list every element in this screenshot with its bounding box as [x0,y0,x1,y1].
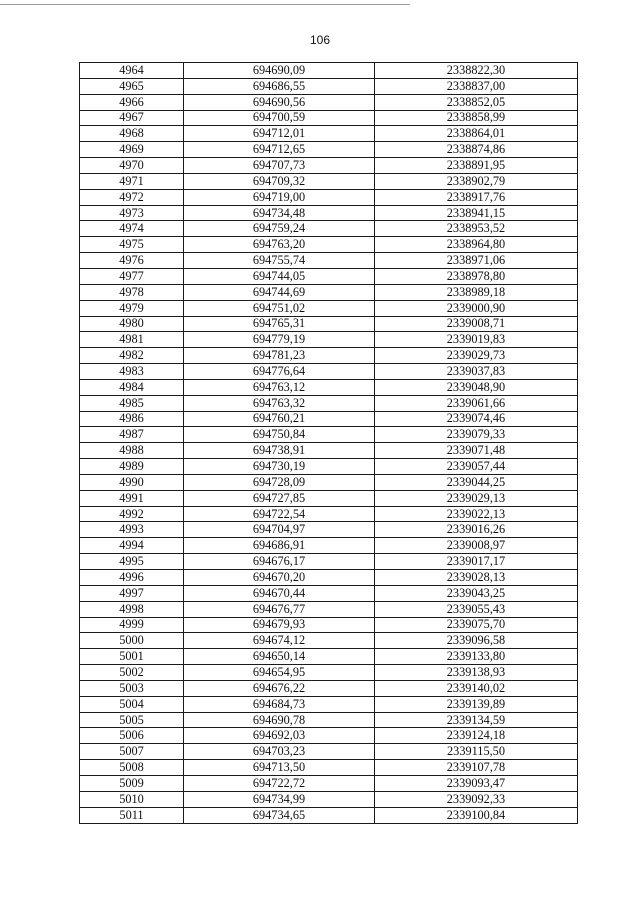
point-number-cell: 5000 [80,633,184,649]
table-row [80,601,578,617]
point-number-cell: 4992 [80,506,184,522]
y-coordinate-cell: 2339096,58 [375,633,578,649]
x-coordinate-cell: 694719,00 [184,189,375,205]
x-coordinate-cell: 694670,44 [184,585,375,601]
y-coordinate-cell: 2339000,90 [375,300,578,316]
table-row [80,522,578,538]
y-coordinate-cell: 2339029,13 [375,490,578,506]
table-row [80,427,578,443]
x-coordinate-cell: 694744,05 [184,268,375,284]
y-coordinate-cell: 2339139,89 [375,696,578,712]
table-row [80,94,578,110]
table-row [80,570,578,586]
y-coordinate-cell: 2338978,80 [375,268,578,284]
x-coordinate-cell: 694707,73 [184,158,375,174]
x-coordinate-cell: 694690,78 [184,712,375,728]
y-coordinate-cell: 2339057,44 [375,459,578,475]
y-coordinate-cell: 2339048,90 [375,379,578,395]
x-coordinate-cell: 694703,23 [184,744,375,760]
table-row [80,379,578,395]
point-number-cell: 4970 [80,158,184,174]
point-number-cell: 4999 [80,617,184,633]
x-coordinate-cell: 694744,69 [184,284,375,300]
table-row [80,791,578,807]
y-coordinate-cell: 2339093,47 [375,775,578,791]
point-number-cell: 5004 [80,696,184,712]
table-row [80,554,578,570]
table-row [80,775,578,791]
y-coordinate-cell: 2339140,02 [375,680,578,696]
x-coordinate-cell: 694779,19 [184,332,375,348]
y-coordinate-cell: 2338864,01 [375,126,578,142]
x-coordinate-cell: 694760,21 [184,411,375,427]
table-row [80,680,578,696]
x-coordinate-cell: 694759,24 [184,221,375,237]
y-coordinate-cell: 2339055,43 [375,601,578,617]
y-coordinate-cell: 2339017,17 [375,554,578,570]
y-coordinate-cell: 2338953,52 [375,221,578,237]
point-number-cell: 4972 [80,189,184,205]
table-row [80,158,578,174]
point-number-cell: 5010 [80,791,184,807]
table-row [80,268,578,284]
table-row [80,332,578,348]
point-number-cell: 4983 [80,364,184,380]
point-number-cell: 4967 [80,110,184,126]
point-number-cell: 4978 [80,284,184,300]
x-coordinate-cell: 694730,19 [184,459,375,475]
table-row [80,712,578,728]
y-coordinate-cell: 2338874,86 [375,142,578,158]
x-coordinate-cell: 694763,20 [184,237,375,253]
y-coordinate-cell: 2339092,33 [375,791,578,807]
point-number-cell: 4973 [80,205,184,221]
x-coordinate-cell: 694670,20 [184,570,375,586]
table-row [80,696,578,712]
x-coordinate-cell: 694690,56 [184,94,375,110]
x-coordinate-cell: 694676,22 [184,680,375,696]
y-coordinate-cell: 2339016,26 [375,522,578,538]
point-number-cell: 4968 [80,126,184,142]
table-row [80,221,578,237]
x-coordinate-cell: 694722,72 [184,775,375,791]
point-number-cell: 4989 [80,459,184,475]
y-coordinate-cell: 2339115,50 [375,744,578,760]
y-coordinate-cell: 2339074,46 [375,411,578,427]
point-number-cell: 5011 [80,807,184,823]
y-coordinate-cell: 2338917,76 [375,189,578,205]
x-coordinate-cell: 694738,91 [184,443,375,459]
y-coordinate-cell: 2339044,25 [375,474,578,490]
point-number-cell: 4993 [80,522,184,538]
x-coordinate-cell: 694679,93 [184,617,375,633]
table-row [80,538,578,554]
y-coordinate-cell: 2339061,66 [375,395,578,411]
point-number-cell: 4987 [80,427,184,443]
point-number-cell: 5006 [80,728,184,744]
table-row [80,253,578,269]
table-row [80,506,578,522]
x-coordinate-cell: 694654,95 [184,665,375,681]
y-coordinate-cell: 2338989,18 [375,284,578,300]
table-row [80,459,578,475]
table-row [80,63,578,79]
table-row [80,78,578,94]
y-coordinate-cell: 2339071,48 [375,443,578,459]
table-row [80,807,578,823]
x-coordinate-cell: 694734,48 [184,205,375,221]
y-coordinate-cell: 2338902,79 [375,173,578,189]
table-row [80,617,578,633]
point-number-cell: 4997 [80,585,184,601]
table-row [80,395,578,411]
x-coordinate-cell: 694690,09 [184,63,375,79]
x-coordinate-cell: 694763,12 [184,379,375,395]
point-number-cell: 4994 [80,538,184,554]
y-coordinate-cell: 2339134,59 [375,712,578,728]
y-coordinate-cell: 2339138,93 [375,665,578,681]
point-number-cell: 4996 [80,570,184,586]
table-row [80,665,578,681]
table-row [80,364,578,380]
y-coordinate-cell: 2338852,05 [375,94,578,110]
y-coordinate-cell: 2339019,83 [375,332,578,348]
x-coordinate-cell: 694674,12 [184,633,375,649]
y-coordinate-cell: 2339043,25 [375,585,578,601]
table-row [80,585,578,601]
top-scan-rule [0,4,410,5]
table-row [80,173,578,189]
y-coordinate-cell: 2339022,13 [375,506,578,522]
x-coordinate-cell: 694712,01 [184,126,375,142]
table-row [80,237,578,253]
y-coordinate-cell: 2338837,00 [375,78,578,94]
table-row [80,474,578,490]
x-coordinate-cell: 694734,65 [184,807,375,823]
x-coordinate-cell: 694781,23 [184,348,375,364]
y-coordinate-cell: 2338964,80 [375,237,578,253]
point-number-cell: 4985 [80,395,184,411]
table-row [80,443,578,459]
point-number-cell: 4991 [80,490,184,506]
point-number-cell: 4966 [80,94,184,110]
table-row [80,411,578,427]
x-coordinate-cell: 694722,54 [184,506,375,522]
x-coordinate-cell: 694755,74 [184,253,375,269]
y-coordinate-cell: 2338971,06 [375,253,578,269]
point-number-cell: 4980 [80,316,184,332]
point-number-cell: 4976 [80,253,184,269]
x-coordinate-cell: 694676,17 [184,554,375,570]
y-coordinate-cell: 2339008,71 [375,316,578,332]
x-coordinate-cell: 694700,59 [184,110,375,126]
y-coordinate-cell: 2339124,18 [375,728,578,744]
y-coordinate-cell: 2339008,97 [375,538,578,554]
x-coordinate-cell: 694763,32 [184,395,375,411]
y-coordinate-cell: 2338858,99 [375,110,578,126]
table-row [80,728,578,744]
x-coordinate-cell: 694751,02 [184,300,375,316]
table-row [80,189,578,205]
y-coordinate-cell: 2339133,80 [375,649,578,665]
x-coordinate-cell: 694734,99 [184,791,375,807]
y-coordinate-cell: 2338941,15 [375,205,578,221]
x-coordinate-cell: 694765,31 [184,316,375,332]
point-number-cell: 4969 [80,142,184,158]
y-coordinate-cell: 2339028,13 [375,570,578,586]
point-number-cell: 4998 [80,601,184,617]
table-row [80,142,578,158]
table-row [80,649,578,665]
point-number-cell: 4974 [80,221,184,237]
y-coordinate-cell: 2339107,78 [375,760,578,776]
coordinates-table [79,62,578,824]
table-row [80,348,578,364]
x-coordinate-cell: 694709,32 [184,173,375,189]
x-coordinate-cell: 694713,50 [184,760,375,776]
y-coordinate-cell: 2339100,84 [375,807,578,823]
x-coordinate-cell: 694650,14 [184,649,375,665]
point-number-cell: 4990 [80,474,184,490]
x-coordinate-cell: 694704,97 [184,522,375,538]
point-number-cell: 4975 [80,237,184,253]
point-number-cell: 5001 [80,649,184,665]
point-number-cell: 4965 [80,78,184,94]
x-coordinate-cell: 694676,77 [184,601,375,617]
x-coordinate-cell: 694692,03 [184,728,375,744]
table-row [80,205,578,221]
point-number-cell: 5007 [80,744,184,760]
point-number-cell: 4981 [80,332,184,348]
coordinates-table-body [80,63,578,824]
y-coordinate-cell: 2338822,30 [375,63,578,79]
y-coordinate-cell: 2338891,95 [375,158,578,174]
x-coordinate-cell: 694712,65 [184,142,375,158]
table-row [80,284,578,300]
y-coordinate-cell: 2339075,70 [375,617,578,633]
point-number-cell: 4995 [80,554,184,570]
table-row [80,300,578,316]
table-row [80,490,578,506]
point-number-cell: 4977 [80,268,184,284]
table-row [80,744,578,760]
table-row [80,110,578,126]
x-coordinate-cell: 694776,64 [184,364,375,380]
x-coordinate-cell: 694686,91 [184,538,375,554]
point-number-cell: 5003 [80,680,184,696]
point-number-cell: 4988 [80,443,184,459]
y-coordinate-cell: 2339037,83 [375,364,578,380]
point-number-cell: 4984 [80,379,184,395]
y-coordinate-cell: 2339079,33 [375,427,578,443]
x-coordinate-cell: 694728,09 [184,474,375,490]
point-number-cell: 5005 [80,712,184,728]
x-coordinate-cell: 694727,85 [184,490,375,506]
point-number-cell: 4982 [80,348,184,364]
point-number-cell: 5009 [80,775,184,791]
table-row [80,633,578,649]
point-number-cell: 5002 [80,665,184,681]
point-number-cell: 5008 [80,760,184,776]
x-coordinate-cell: 694684,73 [184,696,375,712]
x-coordinate-cell: 694686,55 [184,78,375,94]
point-number-cell: 4979 [80,300,184,316]
table-row [80,316,578,332]
table-row [80,760,578,776]
point-number-cell: 4986 [80,411,184,427]
x-coordinate-cell: 694750,84 [184,427,375,443]
page-number: 106 [309,33,331,47]
point-number-cell: 4964 [80,63,184,79]
y-coordinate-cell: 2339029,73 [375,348,578,364]
point-number-cell: 4971 [80,173,184,189]
table-row [80,126,578,142]
